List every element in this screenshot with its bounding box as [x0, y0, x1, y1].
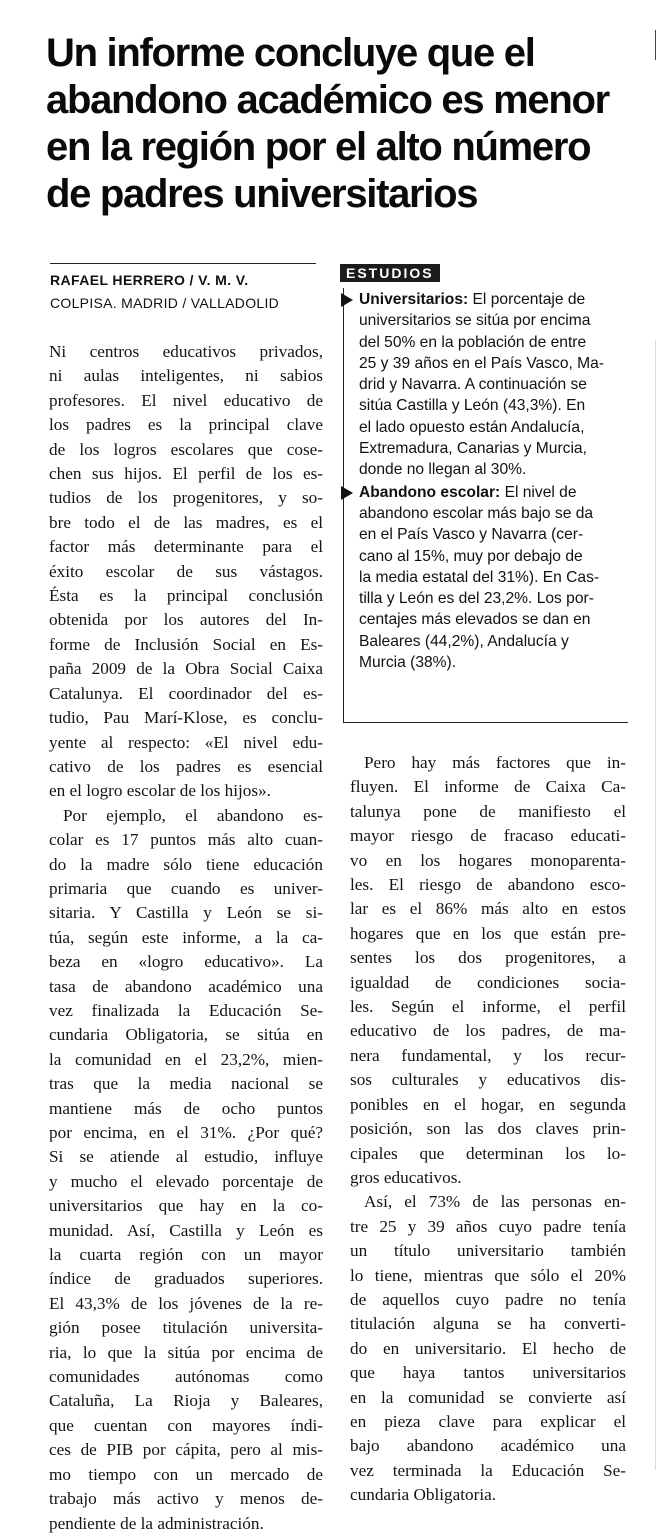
text-line: Ésta es la principal conclusión [49, 586, 323, 606]
headline [46, 30, 636, 218]
text-line: El 43,3% de los jóvenes de la re- [49, 1293, 323, 1313]
text-line: que haya tantos universitarios [350, 1363, 626, 1383]
text-line: ria, lo que la sitúa por encima de [49, 1342, 323, 1362]
text-line: les. Según el informe, el perfil [350, 997, 626, 1017]
text-line: la comunidad en el 23,2%, mien- [49, 1049, 323, 1069]
sidebar-text-line: universitarios se sitúa por encima [359, 312, 591, 330]
sidebar-text-line: 25 y 39 años en el País Vasco, Ma- [359, 354, 605, 372]
text-line: de los logros escolares que cose- [49, 439, 323, 459]
text-line: Así, el 73% de las personas en- [364, 1192, 626, 1212]
headline-line: de padres universitarios [46, 172, 478, 216]
left-column [49, 340, 323, 1536]
text-line: sentes los dos progenitores, a [350, 948, 626, 968]
text-line: universitarios que hay en la co- [49, 1196, 323, 1216]
text-line: educativo de los padres, de ma- [350, 1021, 626, 1041]
text-line: forme de Inclusión Social en Es- [49, 634, 323, 654]
text-line: ponibles en el hogar, en segunda [350, 1094, 626, 1114]
text-line: bajo abandono académico una [350, 1436, 626, 1456]
byline-agency: COLPISA. MADRID / VALLADOLID [50, 295, 280, 311]
text-line: índice de graduados superiores. [49, 1269, 323, 1289]
text-line: de aquellos cuyo padre no tenía [350, 1289, 626, 1309]
text-line: la cuarta región con un mayor [49, 1245, 323, 1265]
sidebar-item-label: Abandono escolar: [359, 483, 501, 501]
text-line: trabajo más activo y menos de- [49, 1489, 323, 1509]
text-line: mayor riesgo de fracaso educati- [350, 826, 626, 846]
arrow-bullet-icon [341, 486, 353, 500]
text-line: colar es 17 puntos más alto cuan- [49, 830, 323, 850]
text-line: Catalunya. El coordinador del es- [49, 683, 323, 703]
text-line: fluyen. El informe de Caixa Ca- [350, 777, 626, 797]
text-line: talunya pone de manifiesto el [350, 801, 626, 821]
text-line: paña 2009 de la Obra Social Caixa [49, 659, 323, 679]
text-line: chen sus hijos. El perfil de los es- [49, 464, 323, 484]
text-line: igualdad de condiciones socia- [350, 972, 626, 992]
headline-line: abandono académico es menor [46, 78, 609, 122]
text-line: primaria que cuando es univer- [49, 878, 323, 898]
sidebar-text-line: abandono escolar más bajo se da [359, 504, 594, 522]
text-line: beza en «logro educativo». La [49, 952, 323, 972]
right-paragraph-1 [350, 751, 626, 1190]
text-line: pendiente de la administración. [49, 1513, 264, 1533]
text-line: gión posee titulación universita- [49, 1318, 323, 1338]
text-line: túa, según este informe, a la ca- [49, 927, 323, 947]
text-line: cipales que determinan los lo- [350, 1143, 626, 1163]
sidebar-text-line: Murcia (38%). [359, 654, 457, 672]
sidebar-item-label: Universitarios: [359, 291, 469, 308]
text-line: tudio, Pau Marí-Klose, es conclu- [49, 708, 323, 728]
sidebar-text-line: centajes más elevados se dan en [359, 611, 591, 629]
text-line: ces de PIB por cápita, pero al mis- [49, 1440, 323, 1460]
sidebar-item-universitarios [340, 289, 627, 481]
sidebar-tag: ESTUDIOS [340, 264, 440, 282]
text-line: titulación alguna se ha converti- [350, 1314, 626, 1334]
text-line: sos culturales y educativos dis- [350, 1070, 626, 1090]
byline [50, 263, 316, 314]
text-line: tras que la media nacional se [49, 1074, 323, 1094]
left-paragraph-2 [49, 804, 323, 1536]
text-line: factor más determinante para el [49, 537, 323, 557]
sidebar-text-line: Baleares (44,2%), Andalucía y [359, 632, 569, 650]
text-line: do en universitario. El hecho de [350, 1338, 626, 1358]
text-line: gros educativos. [350, 1167, 462, 1187]
text-line: les. El riesgo de abandono esco- [350, 875, 626, 895]
sidebar-item-abandono [340, 482, 627, 674]
sidebar-item-text: El porcentaje de [468, 291, 586, 308]
adjacent-column-edge [655, 340, 656, 1470]
sidebar-body [340, 289, 627, 673]
text-line: por encima, en el 31%. ¿Por qué? [49, 1123, 323, 1142]
sidebar-box [340, 263, 627, 723]
text-line: cundaria Obligatoria. [350, 1485, 497, 1505]
text-line: vo en los hogares monoparenta- [350, 850, 626, 870]
text-line: un título universitario también [350, 1241, 626, 1261]
byline-author: RAFAEL HERRERO / V. M. V. [50, 272, 249, 288]
sidebar-text-line: tilla y León es del 23,2%. Los por- [359, 590, 594, 608]
sidebar-text-line: drid y Navarra. A continuación se [359, 376, 587, 394]
text-line: en el logro escolar de los hijos». [49, 781, 271, 801]
text-line: comunidades autónomas como [49, 1367, 323, 1387]
text-line: Por ejemplo, el abandono es- [63, 805, 323, 825]
sidebar-text-line: Extremadura, Canarias y Murcia, [359, 440, 587, 458]
text-line: nera fundamental, y los recur- [350, 1045, 626, 1065]
text-line: tudios de los progenitores, y so- [49, 488, 323, 508]
text-line: obtenida por los autores del In- [49, 610, 323, 630]
left-paragraph-1 [49, 340, 323, 804]
sidebar-item-text: El nivel de [500, 483, 577, 501]
sidebar-text-line: en el País Vasco y Navarra (cer- [359, 526, 584, 544]
text-line: lar es el 86% más alto en estos [350, 899, 626, 919]
text-line: munidad. Así, Castilla y León es [49, 1220, 323, 1240]
adjacent-column-rule [655, 30, 656, 60]
text-line: los padres es la principal clave [49, 415, 323, 435]
sidebar-text-line: del 50% en la población de entre [359, 333, 587, 351]
right-column [350, 751, 626, 1508]
text-line: do la madre sólo tiene educación [49, 854, 323, 874]
text-line: Cataluña, La Rioja y Baleares, [49, 1391, 323, 1411]
right-paragraph-2 [350, 1190, 626, 1507]
sidebar-text-line: el lado opuesto están Andalucía, [359, 418, 585, 436]
headline-line: en la región por el alto número [46, 125, 591, 169]
text-line: cativo de los padres es esencial [49, 756, 323, 776]
sidebar-text-line [359, 482, 627, 503]
text-line: Ni centros educativos privados, [49, 342, 323, 361]
text-line: sitaria. Y Castilla y León se si- [49, 903, 323, 923]
text-line: vez finalizada la Educación Se- [49, 1000, 323, 1020]
text-line: tasa de abandono académico una [49, 976, 323, 996]
sidebar-text-line: cano al 15%, muy por debajo de [359, 547, 583, 565]
headline-line: Un informe concluye que el [46, 31, 535, 75]
text-line: profesores. El nivel educativo de [49, 390, 323, 410]
text-line: hogares que en los que están pre- [350, 923, 626, 943]
text-line: mantiene más de ocho puntos [49, 1098, 323, 1118]
text-line: que cuentan con mayores índi- [49, 1415, 323, 1435]
sidebar-text-line: la media estatal del 31%). En Cas- [359, 568, 600, 586]
text-line: lo tiene, mientras que sólo el 20% [350, 1265, 626, 1285]
arrow-bullet-icon [341, 293, 353, 307]
text-line: Pero hay más factores que in- [364, 753, 626, 772]
text-line: éxito escolar de sus vástagos. [49, 561, 323, 581]
text-line: en la comunidad se convierte así [350, 1387, 626, 1407]
text-line: mo tiempo con un mercado de [49, 1464, 323, 1484]
sidebar-text-line: donde no llegan al 30%. [359, 461, 527, 479]
text-line: y mucho el elevado porcentaje de [49, 1171, 323, 1191]
text-line: vez terminada la Educación Se- [350, 1460, 626, 1480]
text-line: yente al respecto: «El nivel edu- [49, 732, 323, 752]
text-line: en pieza clave para explicar el [350, 1411, 626, 1431]
text-line: bre todo el de las madres, es el [49, 512, 323, 532]
text-line: tre 25 y 39 años cuyo padre tenía [350, 1216, 626, 1236]
sidebar-text-line: sitúa Castilla y León (43,3%). En [359, 397, 586, 415]
text-line: ni aulas inteligentes, ni sabios [49, 366, 323, 386]
text-line: posición, son las dos claves prin- [350, 1119, 626, 1139]
text-line: cundaria Obligatoria, se sitúa en [49, 1025, 323, 1045]
text-line: Si se atiende al estudio, influye [49, 1147, 323, 1167]
sidebar-text-line [359, 289, 627, 310]
